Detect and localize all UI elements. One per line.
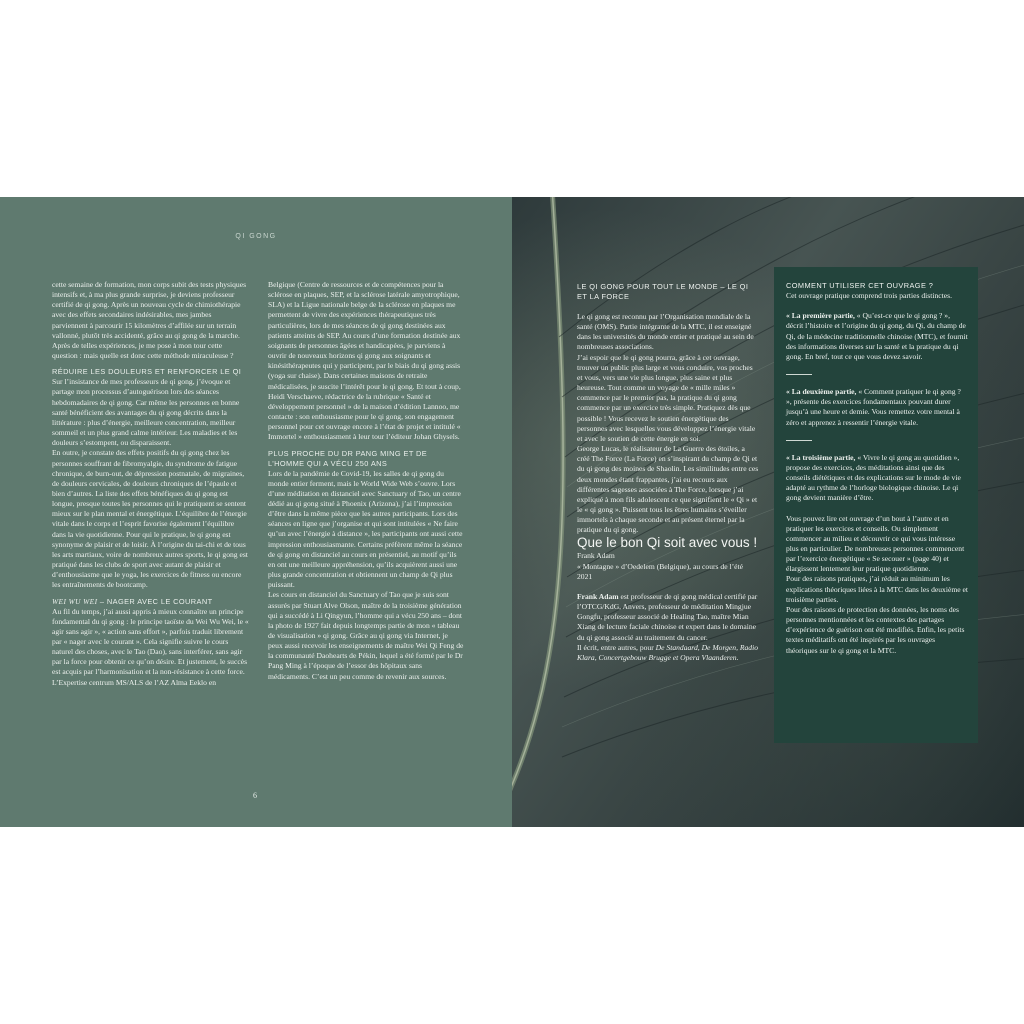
paragraph: Vous pouvez lire cet ouvrage d’un bout à l’autre et en pratiquer les exercices et conseils. Ou simplement commencer au milieu et découvrir ce qui vous intéresse plus en particulier. De nombreuses personnes commencent par l’exercice énergétique « Se secouer » (page 40) et élargissent lentement leur pratique quotidienne. [786, 513, 965, 574]
section-heading [52, 597, 249, 607]
box-part-2 [786, 387, 968, 428]
paragraph: En outre, je constate des effets positifs du qi gong chez les personnes souffrant de fibromyalgie, du syndrome de fatigue chronique, de burn-out, de dépression postnatale, de migraines, de douleurs cervicales, de douleurs chroniques de l’épaule et bien d’autres. La liste des effets bénéfiques du qi gong est longue, presque toutes les personnes qui le pratiquent se sentent mieux sur le plan mental et énergétique. L’équilibre de l’énergie vitale dans le corps et l’esprit favorise également l’équilibre dans la vie quotidienne. Pour qui le pratique, le qi gong est synonyme de plaisir et de loisir. À l’origine du tai-chi et de tous les arts martiaux, voire de nombreux autres sports, le qi gong est pratiqué dans les clubs de sport avec autant de plaisir et d’enthousiasme que le yoga, les exercices de fitness ou encore les entraînements de bootcamp. [52, 448, 248, 590]
box-intro: Cet ouvrage pratique comprend trois parties distinctes. [786, 291, 952, 301]
box-part-3 [786, 453, 968, 504]
how-to-use-box [774, 267, 978, 743]
paragraph: George Lucas, le réalisateur de La Guerre des étoiles, a créé The Force (La Force) en s’inspirant du champ de Qi et du qi gong des moines de Shaolin. Les similitudes entre ces deux mondes étant frappantes, j’ai eu recours aux différentes sagesses associées à The Force, lorsque j’ai expliqué à mon fils adolescent ce que signifient le « Qi » et le « qi gong ». Puissent tous les êtres humains s’éveiller immortels à chaque seconde et au présent éternel par la pratique du qi gong. [577, 444, 759, 535]
section-heading: PLUS PROCHE DU DR PANG MING ET DE L’HOMME QUI A VÉCU 250 ANS [268, 448, 428, 468]
pull-quote: Que le bon Qi soit avec vous ! [577, 535, 758, 551]
paragraph: Pour des raisons pratiques, j’ai réduit au minimum les explications théoriques liées à la MTC dans les deuxième et troisième parties. [786, 574, 968, 604]
left-column-1 [52, 280, 249, 688]
box-part-text: « Comment pratiquer le qi gong ? », présente des exercices fondamentaux pouvant durer jusqu’à une heure et demie. Vous remettez votre mental à zéro et apprenez à ressentir l’énergie vitale. [786, 387, 961, 427]
running-header: QI GONG [235, 233, 277, 240]
paragraph: Pour des raisons de protection des données, les noms des personnes mentionnées et les contextes des partages d’expérience de guérison ont été modifiés. Enfin, les petits textes méditatifs ont été inspirés par les ouvrages théoriques sur le qi gong et la MTC. [786, 604, 965, 655]
left-column-2 [268, 280, 464, 682]
box-part-label: « La première partie, [786, 311, 855, 321]
box-part-1 [786, 311, 968, 362]
paragraph: Les cours en distanciel du Sanctuary of Tao que je suis sont assurés par Stuart Alve Olson, maître de la troisième génération qui a succédé à Li Qingyun, l’homme qui a vécu 250 ans – dont la photo de 1927 fait depuis longtemps partie de mon « tableau de visualisation » qi gong. Grâce au qi gong via Internet, je peux aussi recevoir les enseignements de maître Wei Qi Feng de la communauté Daohearts de Pékin, lequel a été formé par le Dr Pang Ming à l’époque de l’essor des hôpitaux sans médicaments. C’est un peu comme de revenir aux sources. [268, 590, 464, 681]
paragraph: cette semaine de formation, mon corps subit des tests physiques intensifs et, à ma plus grande surprise, je deviens professeur certifié de qi gong. Après un nouveau cycle de chimiothérapie avec des effets secondaires indésirables, mes jambes parviennent à parcourir 15 kilomètres d’affilée sur un terrain vallonné, plutôt très accidenté, grâce au qi gong de la marche. Après de telles expériences, je me pose à mon tour cette question : mais quelle est donc cette méthode miraculeuse ? [52, 280, 247, 361]
box-part-label: « La troisième partie, [786, 452, 856, 462]
heading-italic: WEI WU WEI [52, 596, 98, 606]
paragraph: Belgique (Centre de ressources et de compétences pour la sclérose en plaques, SEP, et la sclérose latérale amyotrophique, SLA) et la Ligue nationale belge de la sclérose en plaques me permettent de vivre des expériences thérapeutiques très particulières, lors de mes séances de qi gong destinées aux patients atteints de SEP. Au cours d’une formation destinée aux soignants de personnes âgées et handicapées, je parviens à ouvrir de nouveaux horizons qi gong aux soignants et kinésithérapeutes qui y participent, par le biais du qi gong assis (yoga sur chaise). Dans certaines maisons de retraite médicalisées, je suscite l’intérêt pour le qi gong. Et tout à coup, Heidi Verschaeve, rédactrice de la rubrique « Santé et développement personnel » de la maison d’édition Lannoo, me contacte : son enthousiasme pour le qi gong, son engagement personnel pour cet ouvrage encore à l’état de projet et intitulé « Immortel » enthousiasment à leur tour l’éditeur Johan Ghysels. [268, 280, 461, 442]
page-number: 6 [253, 791, 257, 800]
paragraph: Lors de la pandémie de Covid-19, les salles de qi gong du monde entier ferment, mais le World Wide Web s’ouvre. Lors d’une méditation en distanciel avec Sanctuary of Tao, un centre dédié au qi gong situé à Phoenix (Arizona), j’ai l’impression d’être dans la même pièce que les autres participants. Lors des séances en ligne que j’organise et qui sont intitulées « Ne faire qu’un avec l’énergie à distance », les participants ont aussi cette impression enthousiasmante. Certains préfèrent même la séance de qi gong en distanciel au cours en présentiel, au motif qu’ils en ont une meilleure appréhension, qu’ils acquièrent aussi une plus grande concentration et obtiennent un champ de Qi plus puissant. [268, 468, 463, 590]
right-page [512, 197, 1024, 827]
section-heading: LE QI GONG POUR TOUT LE MONDE – LE QI ET LA FORCE [577, 282, 749, 301]
author-bio [577, 592, 759, 643]
box-part-text: « Qu’est-ce que le qi gong ? », décrit l’histoire et l’origine du qi gong, du Qi, du champ de Qi, de la médecine traditionnelle chinoise (MTC), et fournit des informations diverses sur la santé et la pratique du qi gong. En bref, tout ce que vous devez savoir. [786, 311, 968, 361]
paragraph: J’ai espoir que le qi gong pourra, grâce à cet ouvrage, trouver un public plus large et vous conduire, vos proches et vous, vers une vie plus longue, plus saine et plus heureuse. Tout comme un voyage de « mille miles » commence par le premier pas, la pratique du qi gong commence par un exercice très simple. Pratiquez dès que possible ! Vous recevez le soutien énergétique des personnes avec lesquelles vous développez l’énergie vitale et avec le soutien de cette énergie en soi. [577, 352, 756, 443]
box-part-label: « La deuxième partie, [786, 387, 857, 397]
paragraph: Au fil du temps, j’ai aussi appris à mieux connaître un principe fondamental du qi gong : le principe taoïste du Wei Wu Wei, le « agir sans agir », « action sans effort », parfois traduit librement par « nager avec le courant ». Cela signifie suivre le cours naturel des choses, avec le Tao (Dao), sans interférer, sans agir par la force pour obtenir ce qu’on désire. Et justement, le succès est acquis par l’harmonisation et la non-résistance à cette force. L’Expertise centrum MS/ALS de l’AZ Alma Eeklo en [52, 606, 249, 687]
author-bio-name: Frank Adam [577, 591, 619, 601]
article-column [577, 282, 759, 663]
paragraph: Le qi gong est reconnu par l’Organisation mondiale de la santé (OMS). Partie intégrante de la MTC, il est enseigné dans les universités du monde entier et pratiqué au sein de nombreuses associations. [577, 312, 754, 352]
author-media [577, 643, 759, 663]
paragraph: Sur l’insistance de mes professeurs de qi gong, j’évoque et partage mon processus d’autoguérison lors des séances hebdomadaires de qi gong. Car même les personnes en bonne santé bénéficient des avantages du qi gong décrits dans la littérature : plus d’énergie, meilleure concentration, meilleur sommeil et un plus grand calme intérieur. Les maladies et les douleurs s’estompent, ou disparaissent. [52, 377, 240, 448]
author-media-list: De Standaard, De Morgen, Radio Klara, Concertgebouw Brugge et Opera Vlaanderen. [577, 642, 759, 662]
left-page [0, 197, 512, 827]
book-spread [0, 197, 1024, 827]
author-bio-text: est professeur de qi gong médical certifié par l’OTCG/KdG, Anvers, professeur de méditation Mingjue Gongfu, professeur associé de Healing Tao, maître Mian Xiang de lecture faciale chinoise et expert dans le domaine du qi gong associé au traitement du cancer. [577, 591, 758, 642]
heading-rest: – NAGER AVEC LE COURANT [97, 596, 213, 606]
box-part-text: « Vivre le qi gong au quotidien », propose des exercices, des méditations ainsi que des conseils diététiques et des explications sur le mode de vie adapté au rythme de l’horloge biologique chinoise. Le qi gong devient manière d’être. [786, 452, 961, 503]
signature-name: Frank Adam [577, 551, 615, 561]
divider [786, 440, 812, 441]
section-heading: RÉDUIRE LES DOULEURS ET RENFORCER LE QI [52, 367, 242, 377]
author-media-intro: Il écrit, entre autres, pour [577, 642, 656, 652]
signature-place: « Montagne » d’Oedelem (Belgique), au cours de l’été 2021 [577, 561, 743, 581]
box-heading: COMMENT UTILISER CET OUVRAGE ? [786, 281, 934, 290]
divider [786, 374, 812, 375]
